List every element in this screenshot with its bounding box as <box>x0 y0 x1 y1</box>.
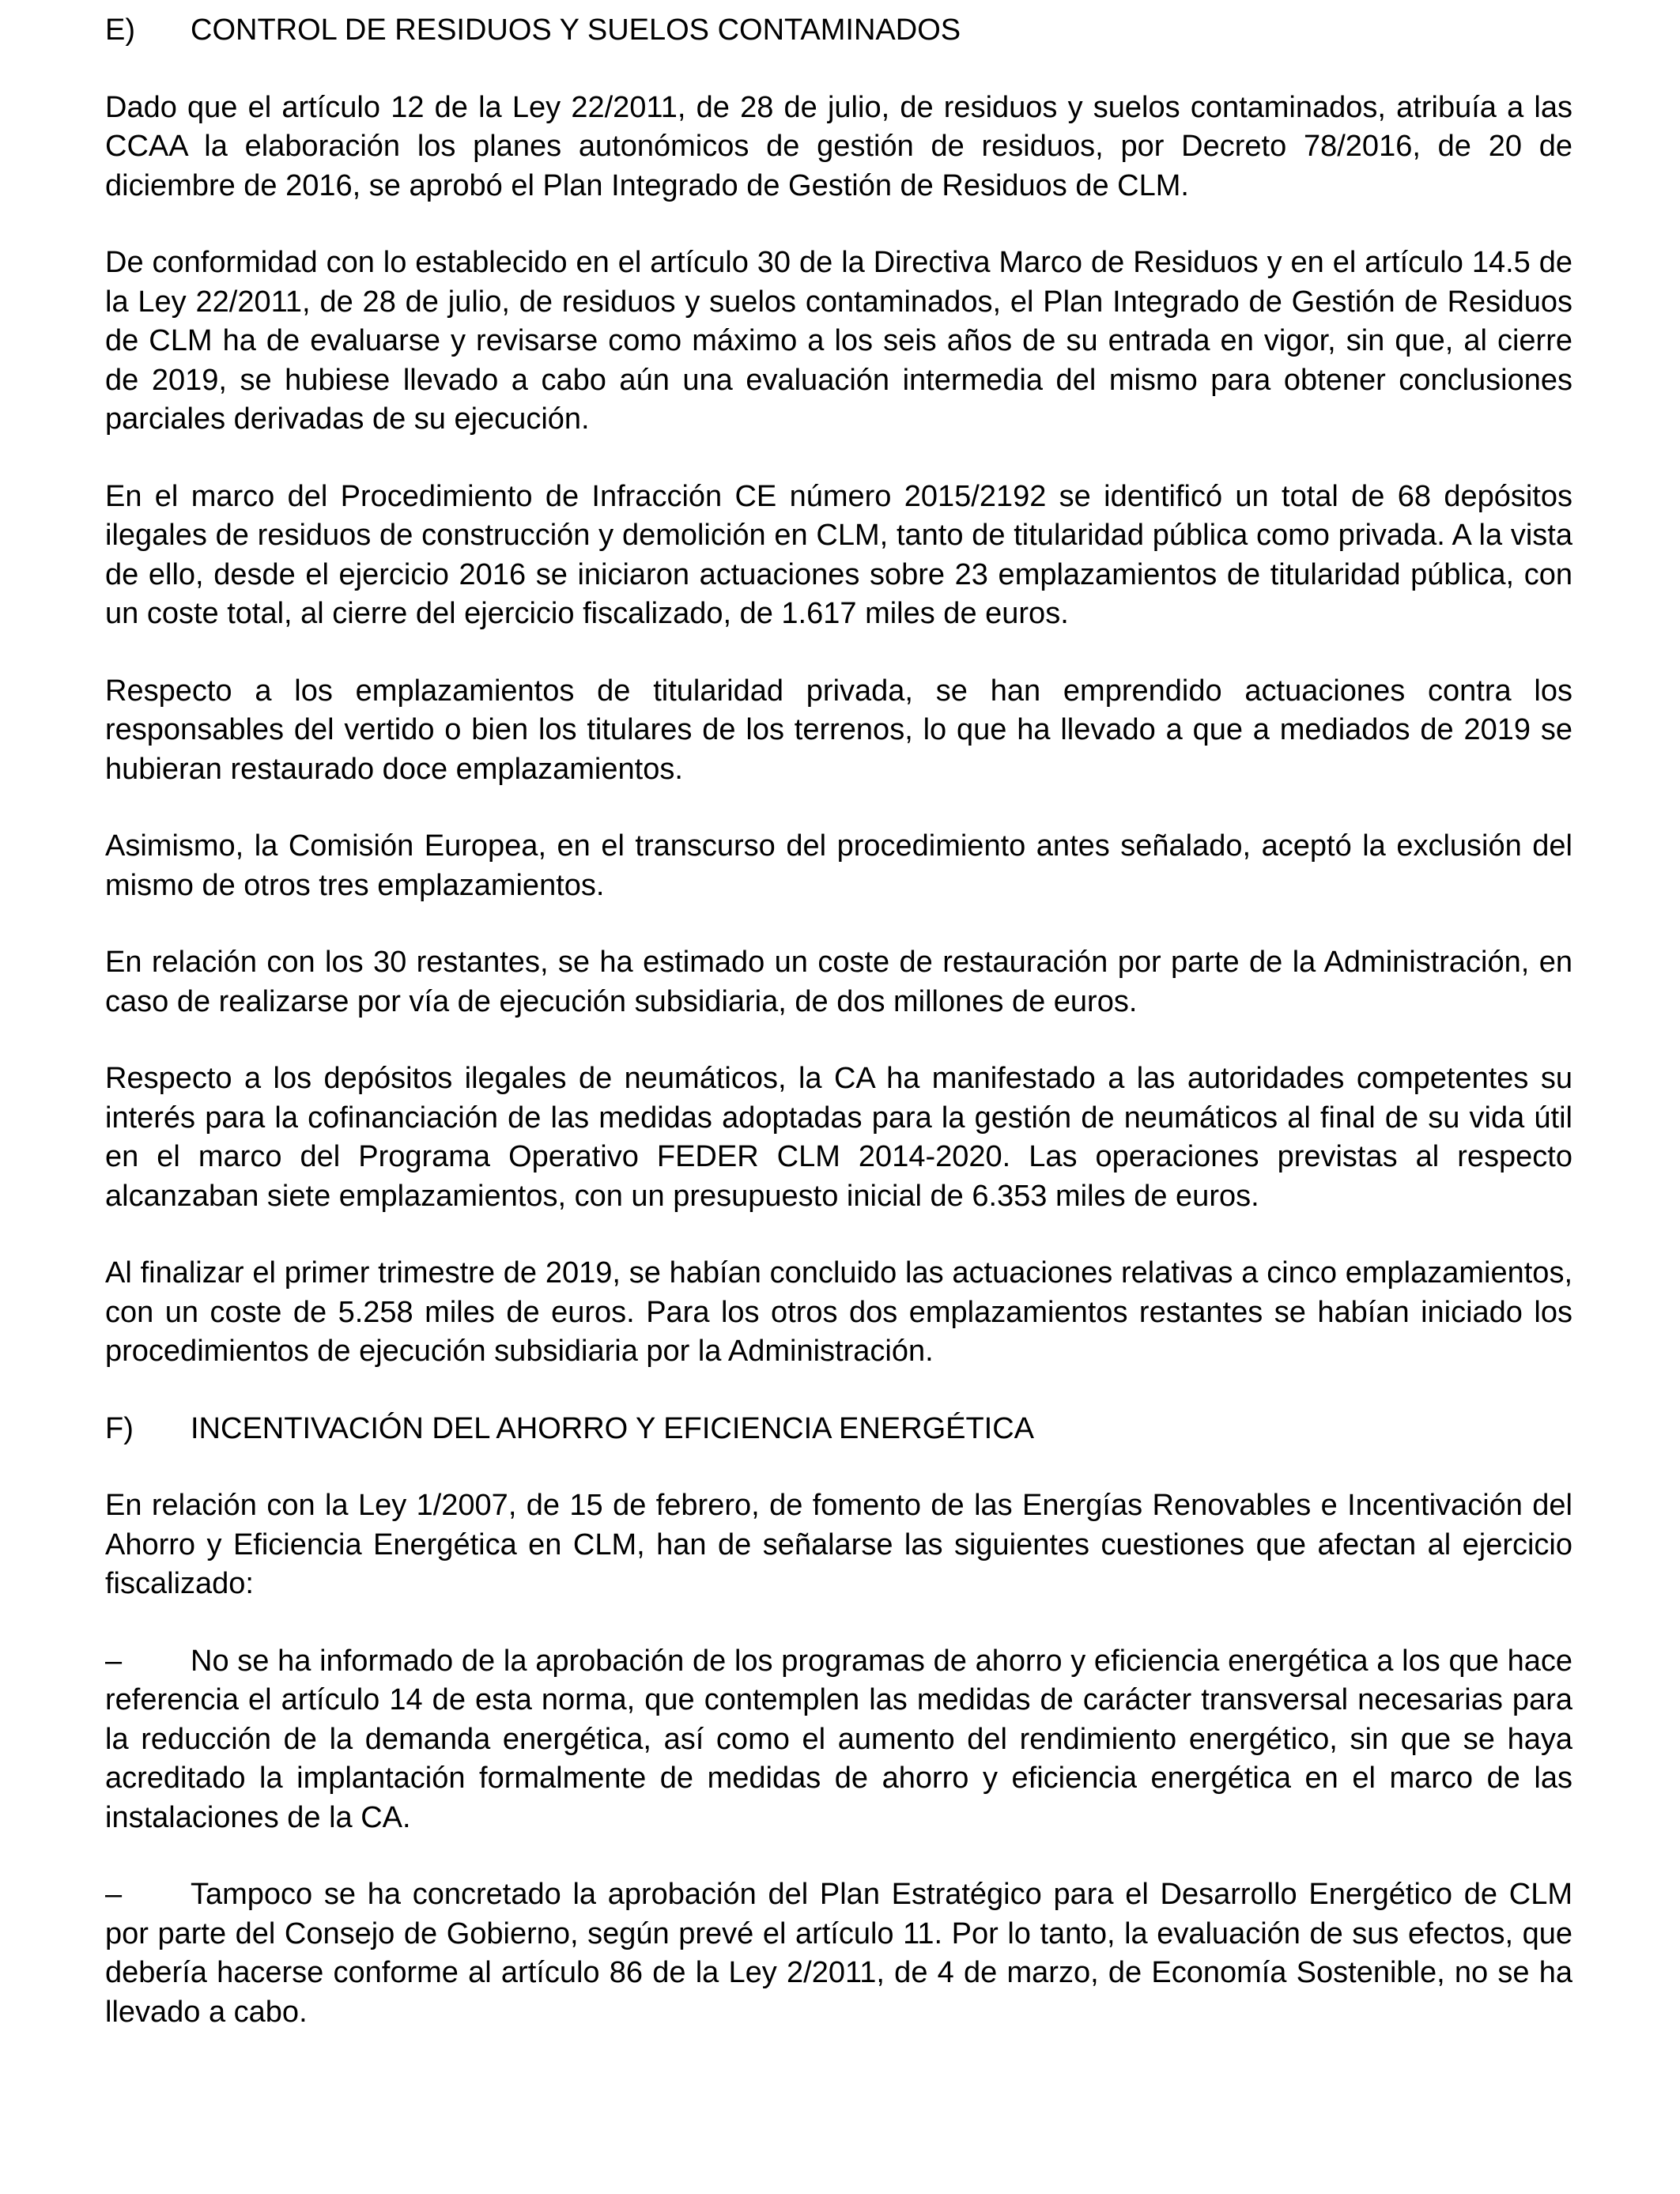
list-item <box>105 1642 1572 1838</box>
paragraph: Al finalizar el primer trimestre de 2019, se habían concluido las actuaciones relativas a cinco emplazamientos, con un coste de 5.258 miles de euros. Para los otros dos emplazamientos restantes se habían iniciado los procedimientos de ejecución subsidiaria por la Administración. <box>105 1256 1572 1368</box>
section-title: CONTROL DE RESIDUOS Y SUELOS CONTAMINADOS <box>191 13 961 47</box>
section-letter: E) <box>105 13 135 47</box>
document-page <box>105 11 1572 2070</box>
section-letter: F) <box>105 1411 134 1445</box>
section-title: INCENTIVACIÓN DEL AHORRO Y EFICIENCIA ENERGÉTICA <box>191 1411 1035 1445</box>
dash-bullet: – <box>105 1878 123 1911</box>
paragraph: Dado que el artículo 12 de la Ley 22/2011, de 28 de julio, de residuos y suelos contaminados, atribuía a las CCAA la elaboración los planes autonómicos de gestión de residuos, por Decreto 78/2016, de 20 de diciembre de 2016, se aprobó el Plan Integrado de Gestión de Residuos de CLM. <box>105 90 1572 202</box>
list-item-text: No se ha informado de la aprobación de los programas de ahorro y eficiencia energética a los que hace referencia el artículo 14 de esta norma, que contemplen las medidas de carácter transversal necesarias para la reducción de la demanda energética, así como el aumento del rendimiento energético, sin que se haya acreditado la implantación formalmente de medidas de ahorro y eficiencia energética en el marco de las instalaciones de la CA. <box>105 1644 1572 1834</box>
paragraph: De conformidad con lo establecido en el artículo 30 de la Directiva Marco de Residuos y en el artículo 14.5 de la Ley 22/2011, de 28 de julio, de residuos y suelos contaminados, el Plan Integrado de Gestión de Residuos de CLM ha de evaluarse y revisarse como máximo a los seis años de su entrada en vigor, sin que, al cierre de 2019, se hubiese llevado a cabo aún una evaluación intermedia del mismo para obtener conclusiones parciales derivadas de su ejecución. <box>105 246 1572 436</box>
paragraph: Respecto a los depósitos ilegales de neumáticos, la CA ha manifestado a las autoridades competentes su interés para la cofinanciación de las medidas adoptadas para la gestión de neumáticos al final de su vida útil en el marco del Programa Operativo FEDER CLM 2014-2020. Las operaciones previstas al respecto alcanzaban siete emplazamientos, con un presupuesto inicial de 6.353 miles de euros. <box>105 1062 1572 1213</box>
paragraph: En relación con los 30 restantes, se ha estimado un coste de restauración por parte de la Administración, en caso de realizarse por vía de ejecución subsidiaria, de dos millones de euros. <box>105 946 1572 1018</box>
paragraph: En relación con la Ley 1/2007, de 15 de febrero, de fomento de las Energías Renovables e Incentivación del Ahorro y Eficiencia Energética en CLM, han de señalarse las siguientes cuestiones que afectan al ejercicio fiscalizado: <box>105 1489 1572 1600</box>
list-item <box>105 1875 1572 2032</box>
section-heading-e <box>105 11 1572 51</box>
list-item-text: Tampoco se ha concretado la aprobación del Plan Estratégico para el Desarrollo Energético de CLM por parte del Consejo de Gobierno, según prevé el artículo 11. Por lo tanto, la evaluación de sus efectos, que debería hacerse conforme al artículo 86 de la Ley 2/2011, de 4 de marzo, de Economía Sostenible, no se ha llevado a cabo. <box>105 1878 1572 2029</box>
section-heading-f <box>105 1410 1572 1449</box>
paragraph: En el marco del Procedimiento de Infracción CE número 2015/2192 se identificó un total de 68 depósitos ilegales de residuos de construcción y demolición en CLM, tanto de titularidad pública como privada. A la vista de ello, desde el ejercicio 2016 se iniciaron actuaciones sobre 23 emplazamientos de titularidad pública, con un coste total, al cierre del ejercicio fiscalizado, de 1.617 miles de euros. <box>105 479 1572 630</box>
dash-bullet: – <box>105 1644 123 1678</box>
paragraph: Asimismo, la Comisión Europea, en el transcurso del procedimiento antes señalado, aceptó la exclusión del mismo de otros tres emplazamientos. <box>105 829 1572 902</box>
paragraph: Respecto a los emplazamientos de titularidad privada, se han emprendido actuaciones contra los responsables del vertido o bien los titulares de los terrenos, lo que ha llevado a que a mediados de 2019 se hubieran restaurado doce emplazamientos. <box>105 674 1572 786</box>
